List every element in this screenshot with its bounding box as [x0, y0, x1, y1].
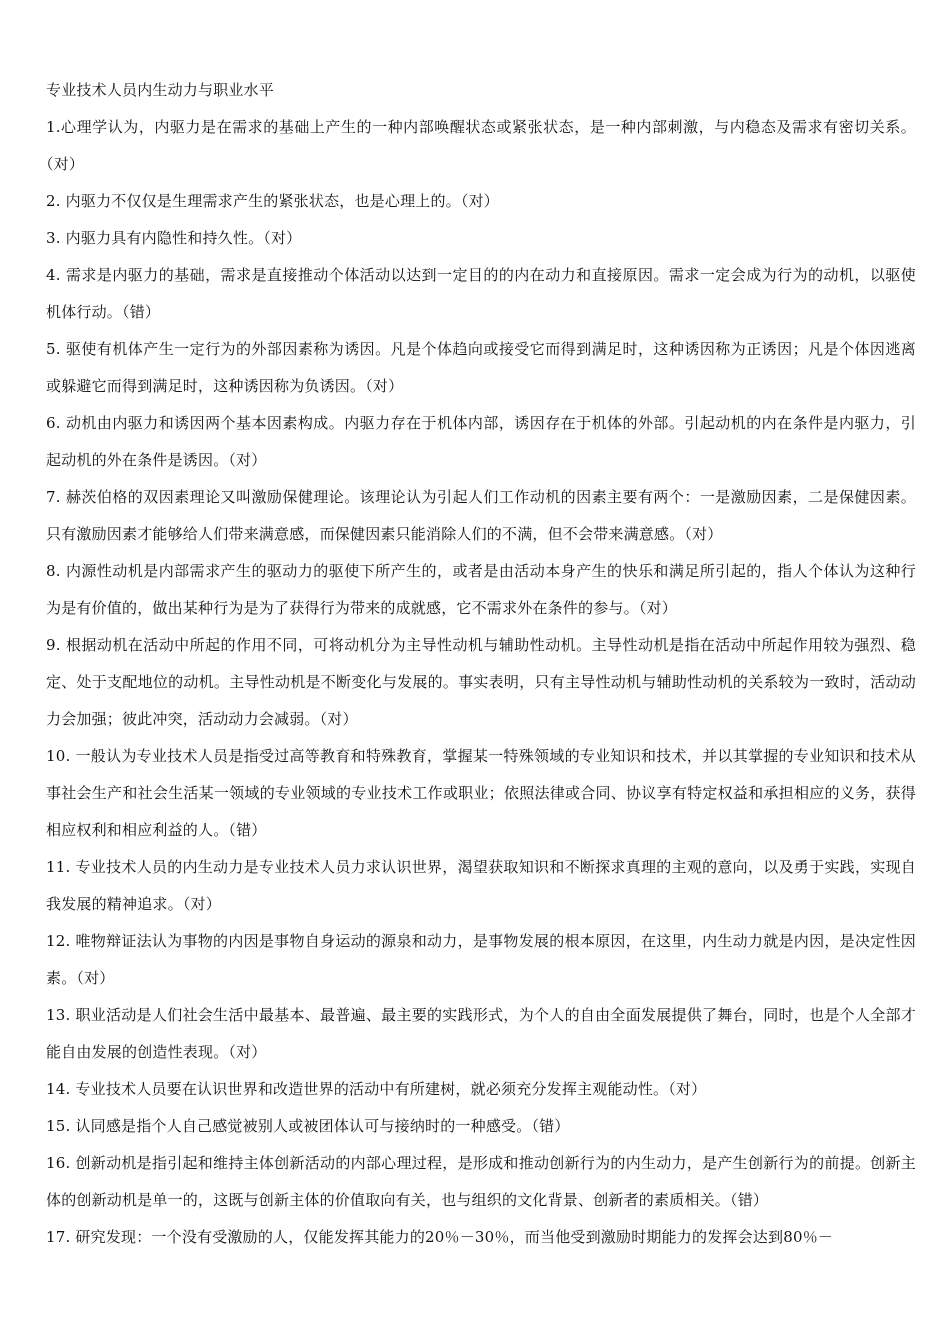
answer-mark: （对） — [46, 155, 85, 173]
document-title: 专业技术人员内生动力与职业水平 — [46, 81, 275, 99]
answer-mark: （对） — [684, 525, 723, 543]
question-item — [46, 738, 916, 849]
answer-mark: （对） — [319, 710, 358, 728]
answer-mark: （错） — [531, 1117, 570, 1135]
question-text: 4. 需求是内驱力的基础，需求是直接推动个体活动以达到一定目的的内在动力和直接原因。需求一定会成为行为的动机，以驱使机体行动。 — [46, 266, 916, 321]
answer-mark: （对） — [460, 192, 499, 210]
question-text: 13. 职业活动是人们社会生活中最基本、最普遍、最主要的实践形式，为个人的自由全面发展提供了舞台，同时，也是个人全部才能自由发展的创造性表现。 — [46, 1006, 916, 1061]
question-item — [46, 183, 916, 220]
question-item — [46, 479, 916, 553]
question-item — [46, 220, 916, 257]
question-item — [46, 257, 916, 331]
answer-mark: （对） — [668, 1080, 707, 1098]
question-text: 14. 专业技术人员要在认识世界和改造世界的活动中有所建树，就必须充分发挥主观能动性。 — [46, 1080, 669, 1098]
question-item — [46, 627, 916, 738]
answer-mark: （对） — [228, 1043, 267, 1061]
question-text: 8. 内源性动机是内部需求产生的驱动力的驱使下所产生的，或者是由活动本身产生的快乐和满足所引起的，指人个体认为这种行为是有价值的，做出某种行为是为了获得行为带来的成就感，它不需求外在条件的参与。 — [46, 562, 916, 617]
answer-mark: （对） — [638, 599, 677, 617]
question-text: 10. 一般认为专业技术人员是指受过高等教育和特殊教育，掌握某一特殊领域的专业知识和技术，并以其掌握的专业知识和技术从事社会生产和社会生活某一领域的专业领域的专业技术工作或职业；依照法律或合同、协议享有特定权益和承担相应的义务，获得相应权利和相应利益的人。 — [46, 747, 916, 839]
question-text: 12. 唯物辩证法认为事物的内因是事物自身运动的源泉和动力，是事物发展的根本原因，在这里，内生动力就是内因，是决定性因素。 — [46, 932, 916, 987]
question-item — [46, 553, 916, 627]
question-text: 6. 动机由内驱力和诱因两个基本因素构成。内驱力存在于机体内部，诱因存在于机体的外部。引起动机的内在条件是内驱力，引起动机的外在条件是诱因。 — [46, 414, 916, 469]
question-text: 3. 内驱力具有内隐性和持久性。 — [46, 229, 264, 247]
question-text: 2. 内驱力不仅仅是生理需求产生的紧张状态，也是心理上的。 — [46, 192, 461, 210]
question-item — [46, 1145, 916, 1219]
answer-mark: （对） — [182, 895, 221, 913]
question-text: 16. 创新动机是指引起和维持主体创新活动的内部心理过程，是形成和推动创新行为的内生动力，是产生创新行为的前提。创新主体的创新动机是单一的，这既与创新主体的价值取向有关，也与组织的文化背景、创新者的素质相关。 — [46, 1154, 916, 1209]
answer-mark: （对） — [365, 377, 404, 395]
question-item — [46, 1219, 916, 1256]
answer-mark: （对） — [228, 451, 267, 469]
question-item — [46, 331, 916, 405]
document-page — [46, 72, 916, 1256]
answer-mark: （错） — [122, 303, 161, 321]
question-item — [46, 923, 916, 997]
question-item — [46, 1071, 916, 1108]
question-item — [46, 849, 916, 923]
question-item — [46, 405, 916, 479]
question-text: 7. 赫茨伯格的双因素理论又叫激励保健理论。该理论认为引起人们工作动机的因素主要有两个：一是激励因素，二是保健因素。只有激励因素才能够给人们带来满意感，而保健因素只能消除人们的不满，但不会带来满意感。 — [46, 488, 916, 543]
answer-mark: （错） — [730, 1191, 769, 1209]
answer-mark: （对） — [263, 229, 302, 247]
answer-mark: （对） — [76, 969, 115, 987]
question-item — [46, 109, 916, 183]
question-list — [46, 109, 916, 1256]
question-text: 1.心理学认为，内驱力是在需求的基础上产生的一种内部唤醒状态或紧张状态，是一种内部刺激，与内稳态及需求有密切关系。 — [46, 118, 916, 136]
question-item — [46, 997, 916, 1071]
question-item — [46, 1108, 916, 1145]
answer-mark: （错） — [228, 821, 267, 839]
question-text: 15. 认同感是指个人自己感觉被别人或被团体认可与接纳时的一种感受。 — [46, 1117, 532, 1135]
question-text: 17. 研究发现：一个没有受激励的人，仅能发挥其能力的20％－30％，而当他受到激励时期能力的发挥会达到80％－ — [46, 1228, 834, 1246]
question-text: 11. 专业技术人员的内生动力是专业技术人员力求认识世界，渴望获取知识和不断探求真理的主观的意向，以及勇于实践，实现自我发展的精神追求。 — [46, 858, 916, 913]
question-text: 5. 驱使有机体产生一定行为的外部因素称为诱因。凡是个体趋向或接受它而得到满足时，这种诱因称为正诱因；凡是个体因逃离或躲避它而得到满足时，这种诱因称为负诱因。 — [46, 340, 916, 395]
question-text: 9. 根据动机在活动中所起的作用不同，可将动机分为主导性动机与辅助性动机。主导性动机是指在活动中所起作用较为强烈、稳定、处于支配地位的动机。主导性动机是不断变化与发展的。事实表明，只有主导性动机与辅助性动机的关系较为一致时，活动动力会加强；彼此冲突，活动动力会减弱。 — [46, 636, 916, 728]
